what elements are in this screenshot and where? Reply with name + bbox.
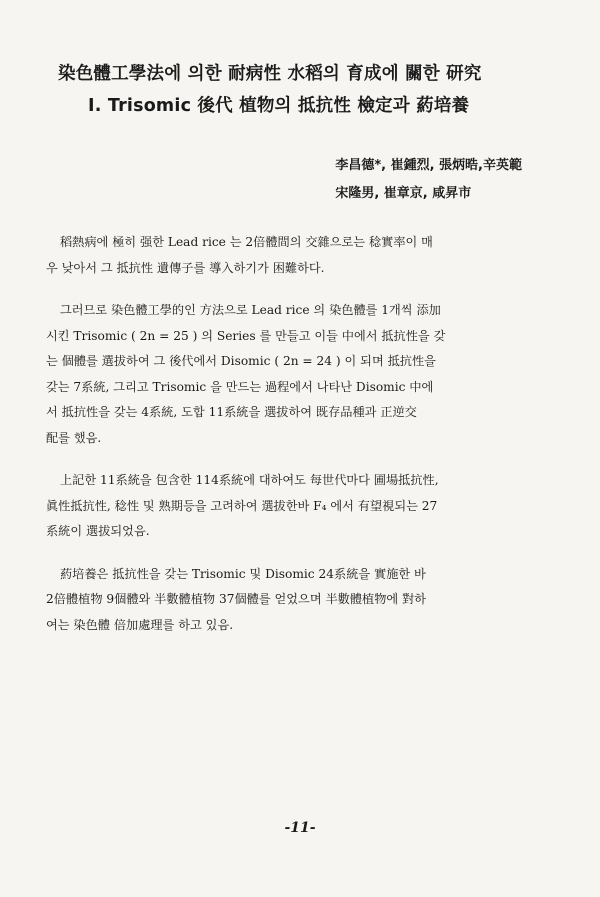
paragraph-line: 稻熱病에 極히 强한 Lead rice 는 2倍體間의 交雜으로는 稔實率이 매: [60, 235, 433, 249]
page-number: -11-: [284, 820, 316, 836]
authors-line-1: 李昌德*, 崔鍾烈, 張炳晧,辛英範: [335, 158, 522, 173]
abstract-body: [46, 230, 546, 638]
paragraph-line: 上記한 11系統을 包含한 114系統에 대하여도 每世代마다 圃場抵抗性,: [60, 473, 439, 487]
paragraph-line: 系統이 選拔되었음.: [46, 524, 150, 538]
paragraph-line: 시킨 Trisomic ( 2n = 25 ) 의 Series 를 만들고 이들 中에서 抵抗性을 갖: [46, 328, 446, 343]
paragraph-line: 2倍體植物 9個體와 半數體植物 37個體를 얻었으며 半數體植物에 對하: [46, 592, 427, 606]
paragraph-line: 여는 染色體 倍加處理를 하고 있음.: [46, 617, 234, 632]
authors-line-2: 宋隆男, 崔章京, 咸昇市: [335, 186, 472, 201]
author-list: [335, 152, 522, 208]
paragraph-line: 葯培養은 抵抗性을 갖는 Trisomic 및 Disomic 24系統을 實施한 바: [60, 566, 426, 581]
paragraph-line: 그러므로 染色體工學的인 方法으로 Lead rice 의 染色體를 1개씩 添加: [60, 303, 441, 317]
paragraph-line: 갖는 7系統, 그리고 Trisomic 을 만드는 過程에서 나타난 Disomic 中에: [46, 379, 434, 394]
paragraph-line: 配를 했음.: [46, 430, 102, 445]
paragraph-line: 우 낮아서 그 抵抗性 遺傳子를 導入하기가 困難하다.: [46, 260, 325, 275]
paragraph-line: 眞性抵抗性, 稔性 및 熟期등을 고려하여 選拔한바 F₄ 에서 有望視되는 27: [46, 498, 438, 513]
title-line-1: 染色體工學法에 의한 耐病性 水稻의 育成에 關한 研究: [58, 64, 482, 84]
paragraph-line: 는 個體를 選拔하여 그 後代에서 Disomic ( 2n = 24 ) 이 되며 抵抗性을: [46, 354, 436, 368]
document-title: [58, 58, 558, 122]
title-line-2: Ⅰ. Trisomic 後代 植物의 抵抗性 檢定과 葯培養: [88, 96, 470, 116]
paragraph-line: 서 抵抗性을 갖는 4系統, 도합 11系統을 選拔하여 既存品種과 正逆交: [46, 405, 417, 419]
